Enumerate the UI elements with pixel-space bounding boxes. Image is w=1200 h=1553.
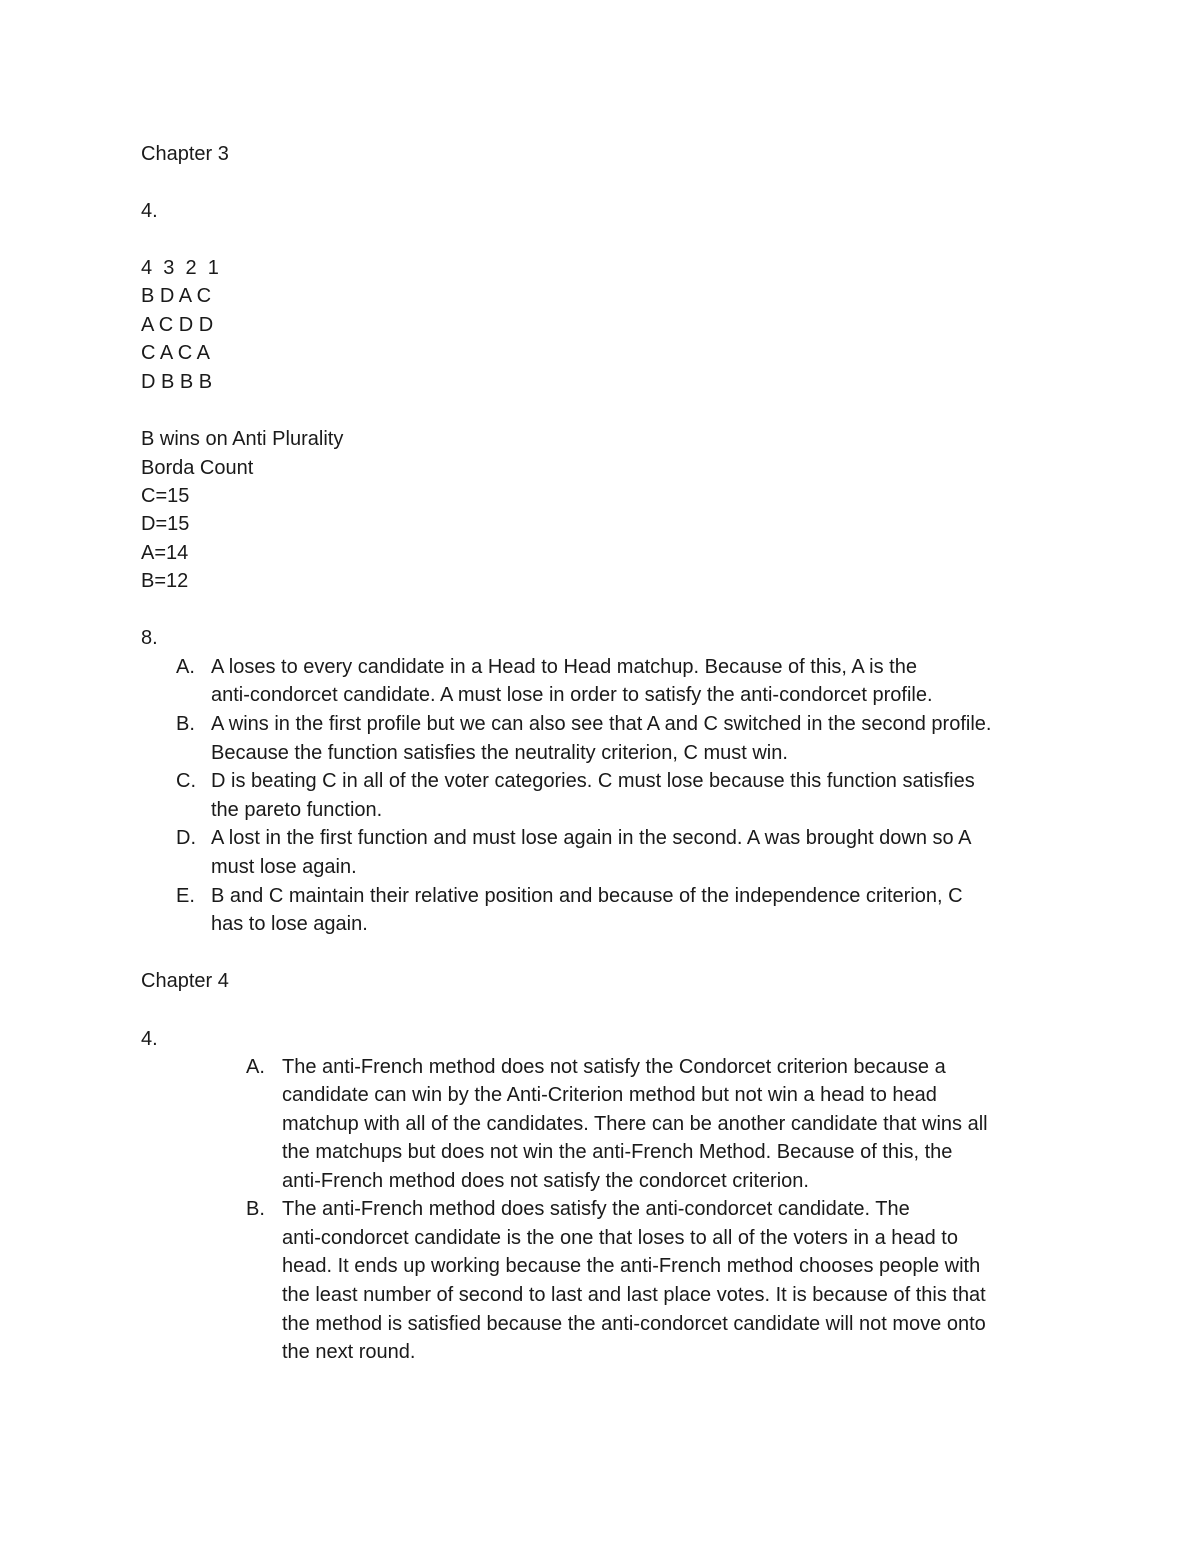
list-item-label: D.	[176, 827, 196, 849]
list-item-text: A loses to every candidate in a Head to Head matchup. Because of this, A is the	[211, 656, 917, 678]
list-item-label: B.	[246, 1198, 265, 1220]
chapter-3-heading: Chapter 3	[141, 143, 229, 165]
list-item-text: B and C maintain their relative position and because of the independence criterion, C	[211, 885, 963, 907]
chapter-4-heading: Chapter 4	[141, 970, 229, 992]
question-number: 4.	[141, 1028, 158, 1050]
list-item-label: C.	[176, 770, 196, 792]
borda-count-label: Borda Count	[141, 457, 254, 479]
borda-score: D=15	[141, 513, 190, 535]
list-item-label: A.	[246, 1056, 265, 1078]
ranking-row: C A C A	[141, 342, 210, 364]
question-number: 4.	[141, 200, 158, 222]
list-item-text: matchup with all of the candidates. There can be another candidate that wins all	[282, 1113, 988, 1135]
borda-score: C=15	[141, 485, 190, 507]
list-item-text: must lose again.	[211, 856, 357, 878]
list-item-text: A wins in the first profile but we can also see that A and C switched in the second profile.	[211, 713, 992, 735]
list-item-label: B.	[176, 713, 195, 735]
borda-score: A=14	[141, 542, 189, 564]
ranking-row: A C D D	[141, 314, 214, 336]
list-item-label: E.	[176, 885, 195, 907]
ranking-row: D B B B	[141, 371, 213, 393]
list-item-text: the matchups but does not win the anti-French Method. Because of this, the	[282, 1141, 953, 1163]
list-item-label: A.	[176, 656, 195, 678]
list-item-text: Because the function satisfies the neutrality criterion, C must win.	[211, 742, 788, 764]
list-item-text: the least number of second to last and last place votes. It is because of this that	[282, 1284, 986, 1306]
ranking-header: 4 3 2 1	[141, 257, 219, 279]
question-number: 8.	[141, 627, 158, 649]
list-item-text: the next round.	[282, 1341, 416, 1363]
list-item-text: candidate can win by the Anti-Criterion method but not win a head to head	[282, 1084, 937, 1106]
list-item-text: anti-condorcet candidate. A must lose in order to satisfy the anti-condorcet profile.	[211, 684, 933, 706]
list-item-text: The anti-French method does satisfy the anti-condorcet candidate. The	[282, 1198, 910, 1220]
borda-score: B=12	[141, 570, 189, 592]
list-item-text: head. It ends up working because the anti-French method chooses people with	[282, 1255, 981, 1277]
list-item-text: The anti-French method does not satisfy the Condorcet criterion because a	[282, 1056, 946, 1078]
list-item-text: the method is satisfied because the anti-condorcet candidate will not move onto	[282, 1313, 986, 1335]
ranking-row: B D A C	[141, 285, 212, 307]
list-item-text: anti-French method does not satisfy the condorcet criterion.	[282, 1170, 809, 1192]
anti-plurality-result: B wins on Anti Plurality	[141, 428, 344, 450]
list-item-text: A lost in the first function and must lose again in the second. A was brought down so A	[211, 827, 972, 849]
list-item-text: anti-condorcet candidate is the one that loses to all of the voters in a head to	[282, 1227, 958, 1249]
list-item-text: D is beating C in all of the voter categories. C must lose because this function satisfies	[211, 770, 975, 792]
list-item-text: the pareto function.	[211, 799, 383, 821]
list-item-text: has to lose again.	[211, 913, 368, 935]
